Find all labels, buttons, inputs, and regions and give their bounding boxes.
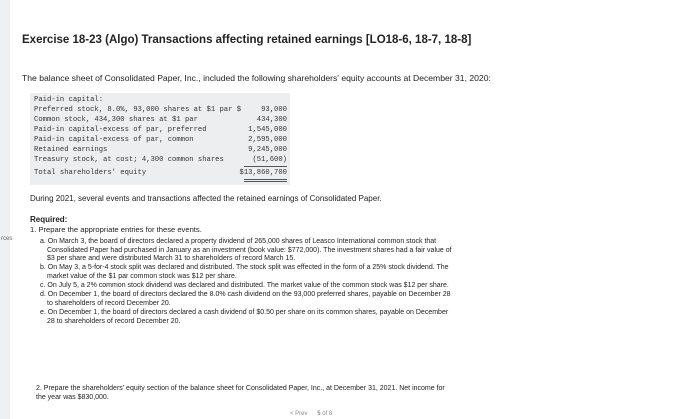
row-value: $13,860,700	[239, 169, 287, 177]
required-heading: Required:	[30, 215, 68, 224]
table-row	[30, 155, 290, 165]
table-row	[30, 105, 290, 115]
table-row	[30, 125, 290, 135]
prev-button[interactable]: < Prev	[290, 411, 308, 417]
row-label: Paid-in capital:	[34, 96, 104, 104]
row-label: Common stock, 434,300 shares at $1 par	[34, 116, 198, 124]
event-line: b. On May 3, a 5-for-4 stock split was declared and distributed. The stock split was effected in the form of a 25% stock dividend. The	[40, 264, 449, 271]
row-label: Treasury stock, at cost; 4,300 common shares	[34, 156, 224, 164]
intro-text: The balance sheet of Consolidated Paper, Inc., included the following shareholders' equity accounts at December 31, 2020:	[22, 73, 491, 83]
total-double-underline	[244, 179, 287, 180]
page-total: 8	[328, 411, 333, 417]
table-row	[30, 115, 290, 125]
event-d	[40, 291, 451, 308]
event-line: 28 to shareholders of record December 20.	[47, 317, 181, 325]
subtotal-underline	[244, 166, 287, 167]
pagination	[290, 411, 332, 417]
event-line: Consolidated Paper had purchased in January as an investment (book value: $772,000). The investment shares had a fair value of	[47, 246, 452, 254]
event-line: a. On March 3, the board of directors declared a property dividend of 265,000 shares of Leasco International common stock that	[40, 238, 437, 245]
table-row	[30, 135, 290, 145]
row-value: 434,300	[256, 116, 287, 124]
row-value: (51,600)	[252, 156, 287, 164]
event-line: to shareholders of record December 20.	[47, 299, 171, 307]
row-label: Paid-in capital-excess of par, preferred	[34, 126, 207, 134]
page-of: of	[322, 411, 328, 417]
row-label: Total shareholders' equity	[34, 169, 147, 177]
requirement-2-line: the year was $830,000.	[36, 393, 109, 401]
event-line: c. On July 5, a 2% common stock dividend was declared and distributed. The market value of the common stock was $12 per share.	[40, 282, 449, 289]
row-value: 93,000	[261, 106, 287, 114]
requirement-1: 1. Prepare the appropriate entries for these events.	[30, 225, 202, 234]
total-double-underline	[244, 181, 287, 182]
event-e	[40, 309, 448, 326]
event-line: market value of the $1 par common stock was $12 per share.	[47, 272, 237, 280]
table-row	[30, 168, 290, 178]
page-number: 5	[317, 411, 321, 417]
exercise-title: Exercise 18-23 (Algo) Transactions affecting retained earnings [LO18-6, 18-7, 18-8]	[22, 34, 472, 46]
row-label: Preferred stock, 8.0%, 93,000 shares at $1 par $	[34, 106, 242, 114]
event-line: d. On December 1, the board of directors declared the 8.0% cash dividend on the 93,000 preferred shares, payable on December 28	[40, 291, 451, 298]
row-value: 2,595,000	[248, 136, 287, 144]
table-row	[30, 95, 290, 105]
event-a	[40, 238, 452, 264]
edge-label: rces	[1, 236, 13, 242]
event-b	[40, 264, 449, 281]
event-line: $3 per share and were distributed March 31 to shareholders of record March 15.	[47, 255, 296, 263]
row-label: Retained earnings	[34, 146, 108, 154]
requirement-2	[36, 385, 445, 402]
requirement-2-line: 2. Prepare the shareholders' equity section of the balance sheet for Consolidated Paper, Inc., at December 31, 2021. Net income for	[36, 385, 445, 392]
balance-sheet-table	[30, 93, 290, 185]
table-row	[30, 145, 290, 155]
during-text: During 2021, several events and transactions affected the retained earnings of Consolidated Paper.	[30, 194, 382, 203]
event-c	[40, 282, 449, 291]
row-value: 9,245,000	[248, 146, 287, 154]
left-edge-panel	[0, 0, 13, 419]
row-value: 1,545,000	[248, 126, 287, 134]
event-line: e. On December 1, the board of directors declared a cash dividend of $0.50 per share on its common shares, payable on December	[40, 309, 449, 316]
row-label: Paid-in capital-excess of par, common	[34, 136, 194, 144]
